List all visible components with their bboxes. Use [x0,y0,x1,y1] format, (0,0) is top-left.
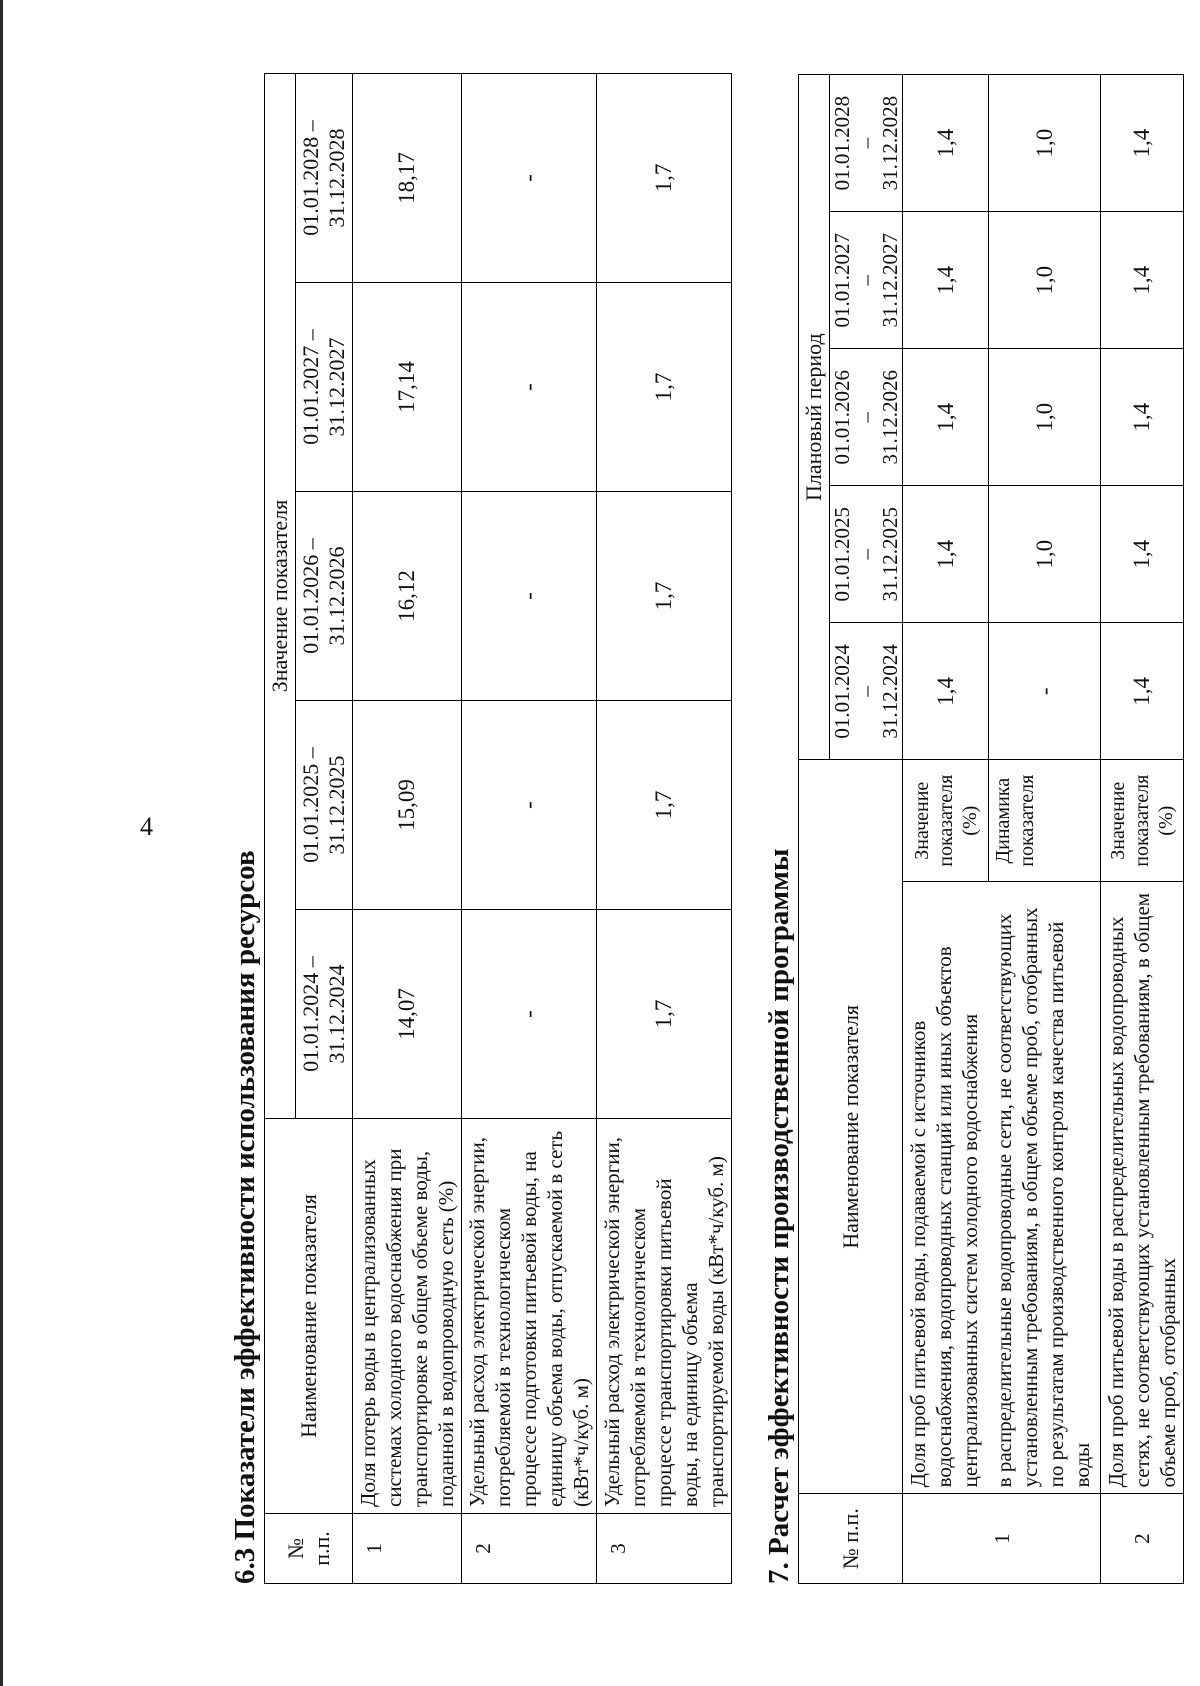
row-value: 1,4 [903,75,989,212]
header-period: 01.01.2024 – 31.12.2024 [830,623,903,760]
row-num: 1 [903,1494,1101,1584]
row-num: 1 [353,1514,462,1584]
row-value: 1,0 [989,349,1101,486]
header-plan-group: Плановый период [799,75,830,760]
header-period: 01.01.2026 – 31.12.2026 [830,349,903,486]
table-row [353,73,462,1583]
header-period: 01.01.2025 – 31.12.2025 [830,486,903,623]
section-7-title: 7. Расчет эффективности производственной программы [763,848,795,1584]
row-indicator: Динамика показателя [989,760,1101,882]
table-row [989,75,1101,1584]
row-name: Удельный расход электрической энергии, потребляемой в технологическом процессе подготовки питьевой воды, на единицу объема воды, отпускаемой в сеть (кВт*ч/куб. м) [462,1119,597,1514]
row-name: Доля проб питьевой воды в распределительных водопроводных сетях, не соответствующих установленным требованиям, в общем объеме проб, отобранных [1101,882,1184,1494]
row-value: 1,4 [1101,75,1184,212]
row-value: 1,7 [597,73,732,282]
page-edge-line [0,0,3,1686]
row-value: 18,17 [353,73,462,282]
row-value: 17,14 [353,283,462,492]
row-value: 1,7 [597,910,732,1119]
table-header-row [799,75,830,1584]
row-indicator: Значение показателя (%) [903,760,989,882]
header-period: 01.01.2028 – 31.12.2028 [830,75,903,212]
header-name: Наименование показателя [265,1119,353,1514]
row-value: 1,4 [903,349,989,486]
row-value: 1,0 [989,486,1101,623]
header-num: № п.п. [799,1494,903,1584]
production-efficiency-table [798,74,1184,1584]
row-value: 16,12 [353,492,462,701]
table-row [903,75,989,1584]
row-name: в распределительные водопроводные сети, не соответствующих установленным требованиям, в общем объеме проб, отобранных по результатам производственного контроля качества питьевой воды [989,882,1101,1494]
rotated-content [228,74,1180,1584]
row-num: 2 [462,1514,597,1584]
row-value: 1,4 [1101,623,1184,760]
row-value: - [462,910,597,1119]
row-value: 1,4 [1101,349,1184,486]
row-num: 2 [1101,1494,1184,1584]
row-value: - [462,73,597,282]
row-value: 1,7 [597,283,732,492]
row-value: - [462,701,597,910]
row-value: 1,7 [597,701,732,910]
row-name: Доля потерь воды в централизованных системах холодного водоснабжения при транспортировке в общем объеме воды, поданной в водопроводную сеть (%) [353,1119,462,1514]
row-name: Доля проб питьевой воды, подаваемой с источников водоснабжения, водопроводных станций или иных объектов централизованных систем холодного водоснабжения [903,882,989,1494]
row-value: 1,4 [1101,212,1184,349]
header-period: 01.01.2027 – 31.12.2027 [830,212,903,349]
header-value-group: Значение показателя [265,73,296,1118]
row-value: 1,7 [597,492,732,701]
row-value: 1,4 [903,212,989,349]
header-name: Наименование показателя [799,760,903,1494]
row-value: - [989,623,1101,760]
row-value: - [462,492,597,701]
table-row [597,73,732,1583]
row-indicator: Значение показателя (%) [1101,760,1184,882]
row-value: 1,0 [989,75,1101,212]
row-value: 1,4 [903,623,989,760]
header-period: 01.01.2025 – 31.12.2025 [296,701,353,910]
resource-efficiency-table [264,73,732,1584]
row-value: - [462,283,597,492]
header-period: 01.01.2028 – 31.12.2028 [296,73,353,282]
row-name: Удельный расход электрической энергии, потребляемой в технологическом процессе транспортировки питьевой воды, на единицу объема транспортируемой воды (кВт*ч/куб. м) [597,1119,732,1514]
header-num: № п.п. [265,1514,353,1584]
header-period: 01.01.2027 – 31.12.2027 [296,283,353,492]
row-value: 14,07 [353,910,462,1119]
header-period: 01.01.2026 – 31.12.2026 [296,492,353,701]
row-value: 15,09 [353,701,462,910]
section-6-3-title: 6.3 Показатели эффективности использования ресурсов [229,850,261,1584]
row-value: 1,0 [989,212,1101,349]
table-header-row [265,73,296,1583]
row-value: 1,4 [1101,486,1184,623]
row-value: 1,4 [903,486,989,623]
table-row [1101,75,1184,1584]
page-number: 4 [140,812,153,841]
table-row [462,73,597,1583]
row-num: 3 [597,1514,732,1584]
header-period: 01.01.2024 – 31.12.2024 [296,910,353,1119]
